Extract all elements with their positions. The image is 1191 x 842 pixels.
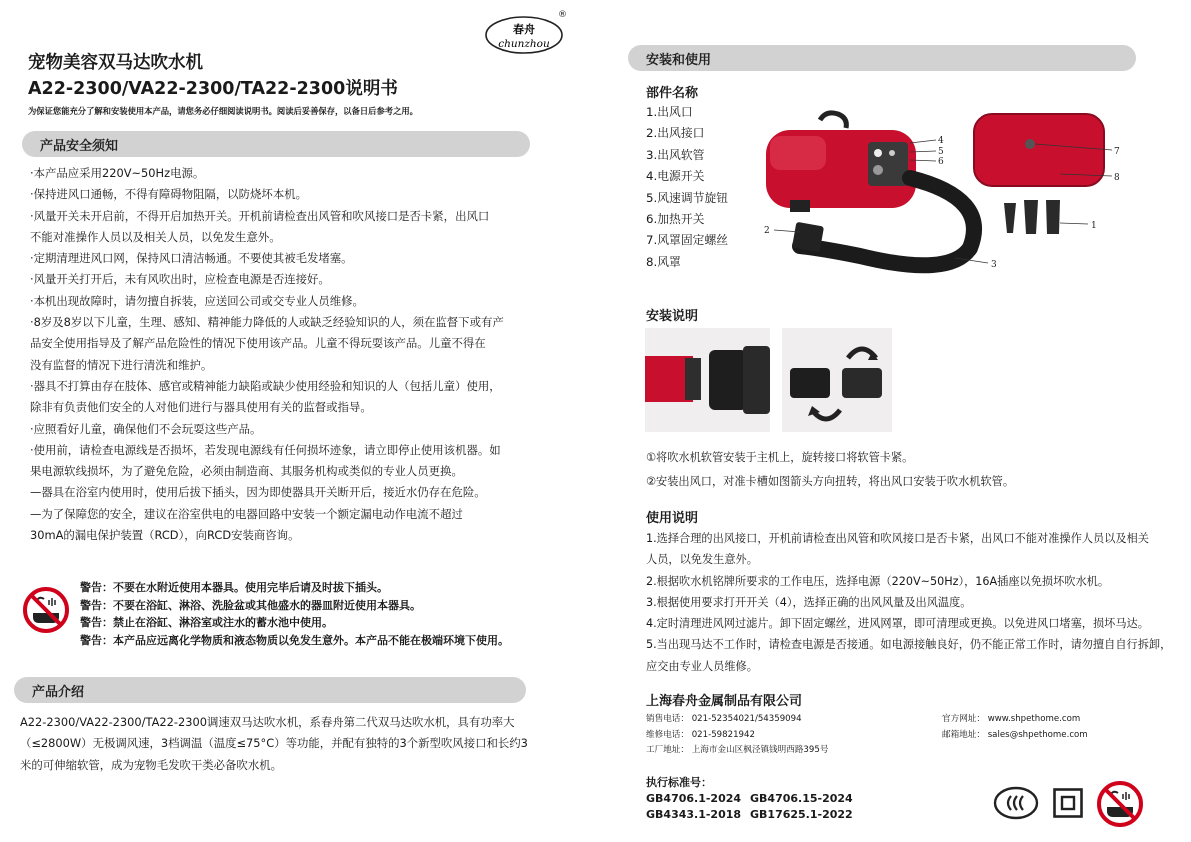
safety-line: 没有监督的情况下进行清洗和维护。 xyxy=(30,357,213,372)
parts-item: 6.加热开关 xyxy=(646,212,705,227)
warning-line: 警告：禁止在浴缸、淋浴室或注水的蓄水池中使用。 xyxy=(80,616,333,629)
nozzles-image xyxy=(1004,200,1060,234)
install-photo-1 xyxy=(645,328,770,432)
parts-item: 7.风罩固定螺丝 xyxy=(646,233,729,248)
parts-heading: 部件名称 xyxy=(646,86,699,101)
website: 官方网址： www.shpethome.com xyxy=(942,714,1081,724)
brand-logo xyxy=(484,12,568,56)
section-heading-safety: 产品安全须知 xyxy=(40,139,119,154)
warning-line: 警告：不要在水附近使用本器具。使用完毕后请及时拔下插头。 xyxy=(80,581,388,594)
dryer-body-image xyxy=(766,113,916,212)
standard-item: GB17625.1-2022 xyxy=(750,808,853,821)
callout-8: 8 xyxy=(1114,173,1120,183)
standards-heading: 执行标准号： xyxy=(646,776,712,789)
callout-4: 4 xyxy=(938,136,944,146)
usage-line: 1.选择合理的出风接口，开机前请检查出风管和吹风接口是否卡紧，出风口不能对准操作人员以及相关 xyxy=(646,532,1149,545)
safety-line: ·定期清理进风口网，保持风口清洁畅通。不要使其被毛发堵塞。 xyxy=(30,251,353,266)
install-steps xyxy=(646,446,1014,494)
brand-name: 春舟 xyxy=(513,23,535,36)
safety-line: —器具在浴室内使用时，使用后拔下插头，因为即使器具开关断开后，接近水仍存在危险。 xyxy=(30,485,486,500)
section-bar-intro xyxy=(14,677,526,703)
standard-item: GB4706.15-2024 xyxy=(750,792,853,805)
parts-item: 4.电源开关 xyxy=(646,169,705,184)
usage-line: 4.定时清理进风网过滤片。卸下固定螺丝，进风网罩，即可清理或更换。以免进风口堵塞，损坏马达。 xyxy=(646,617,1149,631)
safety-line: ·风量开关未开启前，不得开启加热开关。开机前请检查出风管和吹风接口是否卡紧，出风口 xyxy=(30,208,490,223)
safety-line: 30mA的漏电保护装置（RCD），向RCD安装商咨询。 xyxy=(30,528,300,543)
safety-line: 除非有负责他们安全的人对他们进行与器具使用有关的监督或指导。 xyxy=(30,400,372,415)
standards-block xyxy=(646,775,853,823)
parts-item: 3.出风软管 xyxy=(646,147,705,162)
section-bar-install-use xyxy=(628,45,1136,71)
section-heading-install-use: 安装和使用 xyxy=(646,53,712,68)
section-heading-intro: 产品介绍 xyxy=(32,685,85,700)
warnings-block xyxy=(80,579,509,649)
class-ii-double-insulation-icon xyxy=(1053,788,1083,818)
install-step: ①将吹水机软管安装于主机上，旋转接口将软管卡紧。 xyxy=(646,451,914,464)
section-bar-safety xyxy=(22,131,530,157)
safety-line: ·本机出现故障时，请勿擅自拆装，应送回公司或交专业人员维修。 xyxy=(30,293,364,308)
doc-model-title: A22-2300/VA22-2300/TA22-2300说明书 xyxy=(28,79,398,99)
registered-mark: ® xyxy=(558,10,567,20)
service-phone: 维修电话： 021-59821942 xyxy=(646,729,755,740)
safety-line: ·8岁及8岁以下儿童，生理、感知、精神能力降低的人或缺乏经验知识的人，须在监督下或有产 xyxy=(30,315,504,330)
doc-title: 宠物美容双马达吹水机 xyxy=(28,53,203,73)
callout-1: 1 xyxy=(1091,221,1097,231)
company-web xyxy=(942,712,1088,743)
install-photo-2 xyxy=(782,328,892,432)
usage-heading: 使用说明 xyxy=(646,511,699,526)
parts-item: 1.出风口 xyxy=(646,105,693,119)
safety-line: 不能对准操作人员以及相关人员，以免发生意外。 xyxy=(30,229,281,244)
no-water-warning-icon xyxy=(22,586,70,634)
callout-2: 2 xyxy=(764,226,770,236)
usage-line: 应交由专业人员维修。 xyxy=(646,659,758,673)
install-heading: 安装说明 xyxy=(646,309,699,324)
callout-6: 6 xyxy=(938,157,944,167)
callout-3: 3 xyxy=(991,260,997,270)
safety-line: ·器具不打算由存在肢体、感官或精神能力缺陷或缺少使用经验和知识的人（包括儿童）使用， xyxy=(30,378,501,393)
intro-line: （≤2800W）无极调风速，3档调温（温度≤75°C）等功能，并配有独特的3个新型吹风接口和长约3 xyxy=(20,736,528,751)
ccc-mark-icon xyxy=(993,785,1039,821)
usage-line: 人员，以免发生意外。 xyxy=(646,553,758,567)
intro-text xyxy=(20,712,528,776)
safety-line: 品安全使用指导及了解产品危险性的情况下使用该产品。儿童不得玩耍该产品。儿童不得在 xyxy=(30,336,486,351)
email: 邮箱地址： sales@shpethome.com xyxy=(942,729,1088,740)
install-step: ②安装出风口，对准卡槽如图箭头方向扭转，将出风口安装于吹水机软管。 xyxy=(646,475,1015,488)
safety-line: 果电源软线损坏，为了避免危险，必须由制造商、其服务机构或类似的专业人员更换。 xyxy=(30,464,463,479)
callout-7: 7 xyxy=(1114,147,1120,157)
product-diagram xyxy=(760,108,1150,278)
warning-line: 警告：不要在浴缸、淋浴、洗脸盆或其他盛水的器皿附近使用本器具。 xyxy=(80,598,421,612)
doc-subtitle: 为保证您能充分了解和安装使用本产品，请您务必仔细阅读说明书。阅读后妥善保存，以备日后参考之用。 xyxy=(28,106,418,116)
intro-line: 米的可伸缩软管，成为宠物毛发吹干类必备吹水机。 xyxy=(20,757,282,772)
usage-line: 5.当出现马达不工作时，请检查电源是否接通。如电源接触良好，仍不能正常工作时，请勿擅自自行拆卸， xyxy=(646,638,1172,652)
safety-line: —为了保障您的安全，建议在浴室供电的电器回路中安装一个额定漏电动作电流不超过 xyxy=(30,506,463,521)
safety-line: ·保持进风口通畅，不得有障碍物阻隔，以防烧坏本机。 xyxy=(30,187,307,202)
parts-list xyxy=(646,102,728,273)
usage-line: 3.根据使用要求打开开关（4），选择正确的出风风量及出风温度。 xyxy=(646,595,972,609)
standard-item: GB4343.1-2018 xyxy=(646,808,742,821)
safety-line: ·使用前，请检查电源线是否损坏，若发现电源线有任何损坏迹象，请立即停止使用该机器。如 xyxy=(30,442,501,457)
warning-line: 警告：本产品应远离化学物质和液态物质以免发生意外。本产品不能在极端环境下使用。 xyxy=(80,633,509,647)
parts-item: 5.风速调节旋钮 xyxy=(646,190,729,205)
company-contacts xyxy=(646,712,828,759)
callout-5: 5 xyxy=(938,147,944,157)
factory-address: 工厂地址： 上海市金山区枫泾镇钱明西路395号 xyxy=(646,745,829,755)
standard-item: GB4706.1-2024 xyxy=(646,792,742,805)
safety-notes xyxy=(30,163,555,546)
safety-line: ·应照看好儿童，确保他们不会玩耍这些产品。 xyxy=(30,421,262,436)
usage-line: 2.根据吹水机铭牌所要求的工作电压，选择电源（220V~50Hz），16A插座以免损坏吹水机。 xyxy=(646,574,1110,588)
usage-list xyxy=(646,528,1171,677)
company-name: 上海春舟金属制品有限公司 xyxy=(646,694,803,709)
sales-phone: 销售电话： 021-52354021/54359094 xyxy=(646,714,802,724)
parts-item: 2.出风接口 xyxy=(646,126,705,141)
safety-line: ·风量开关打开后，未有风吹出时，应检查电源是否连接好。 xyxy=(30,272,330,287)
parts-item: 8.风罩 xyxy=(646,254,681,269)
no-water-warning-icon xyxy=(1096,780,1144,828)
brand-latin: chunzhou xyxy=(498,38,550,50)
intro-line: A22-2300/VA22-2300/TA22-2300调速双马达吹水机，系春舟第二代双马达吹水机，具有功率大 xyxy=(20,715,515,729)
safety-line: ·本产品应采用220V~50Hz电源。 xyxy=(30,166,205,180)
